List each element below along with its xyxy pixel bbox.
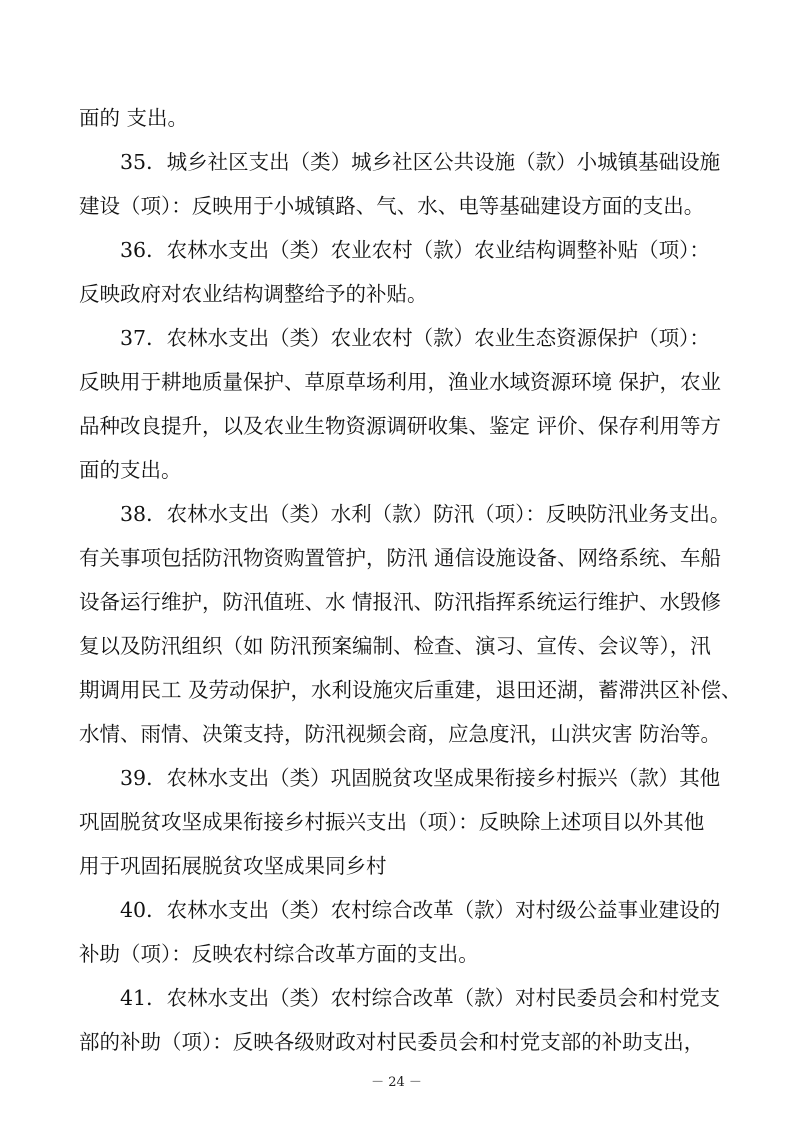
text-line: 补助（项）：反映农村综合改革方面的支出。 — [79, 942, 479, 966]
text-line: 巩固脱贫攻坚成果衔接乡村振兴支出（项）：反映除上述项目以外其他 — [79, 810, 705, 834]
text-line: 面的支出。 — [79, 458, 182, 482]
text-line: 反映政府对农业结构调整给予的补贴。 — [79, 282, 428, 306]
text-line: 期调用民工 及劳动保护，水利设施灾后重建，退田还湖，蓄滞洪区补偿、 — [79, 678, 742, 702]
text-line: 水情、雨情、决策支持，防汛视频会商，应急度汛，山洪灾害 防治等。 — [79, 722, 722, 746]
text-line: 复以及防汛组织（如 防汛预案编制、检查、演习、宣传、会议等），汛 — [79, 634, 711, 658]
text-line: 部的补助（项）：反映各级财政对村民委员会和村党支部的补助支出， — [79, 1030, 705, 1054]
text-line: 38．农林水支出（类）水利（款）防汛（项）：反映防汛业务支出。 — [120, 502, 731, 526]
text-line: 35．城乡社区支出（类）城乡社区公共设施（款）小城镇基础设施 — [120, 150, 721, 174]
text-line: 面的 支出。 — [79, 106, 189, 130]
text-line: 39．农林水支出（类）巩固脱贫攻坚成果衔接乡村振兴（款）其他 — [120, 766, 721, 790]
text-line: 品种改良提升，以及农业生物资源调研收集、鉴定 评价、保存利用等方 — [79, 414, 722, 438]
text-line: 反映用于耕地质量保护、草原草场利用，渔业水域资源环境 保护，农业 — [79, 370, 722, 394]
text-line: 36．农林水支出（类）农业农村（款）农业结构调整补贴（项）： — [120, 238, 710, 262]
text-line: 有关事项包括防汛物资购置管护，防汛 通信设施设备、网络系统、车船 — [79, 546, 722, 570]
text-line: 37．农林水支出（类）农业农村（款）农业生态资源保护（项）： — [120, 326, 710, 350]
page-number: － 24 － — [371, 1075, 422, 1090]
text-line: 建设（项）：反映用于小城镇路、气、水、电等基础建设方面的支出。 — [79, 194, 705, 218]
text-line: 41．农林水支出（类）农村综合改革（款）对村民委员会和村党支 — [120, 986, 721, 1010]
text-line: 设备运行维护，防汛值班、水 情报汛、防汛指挥系统运行维护、水毁修 — [79, 590, 722, 614]
text-line: 用于巩固拓展脱贫攻坚成果同乡村 — [79, 854, 387, 878]
text-line: 40．农林水支出（类）农村综合改革（款）对村级公益事业建设的 — [120, 898, 721, 922]
